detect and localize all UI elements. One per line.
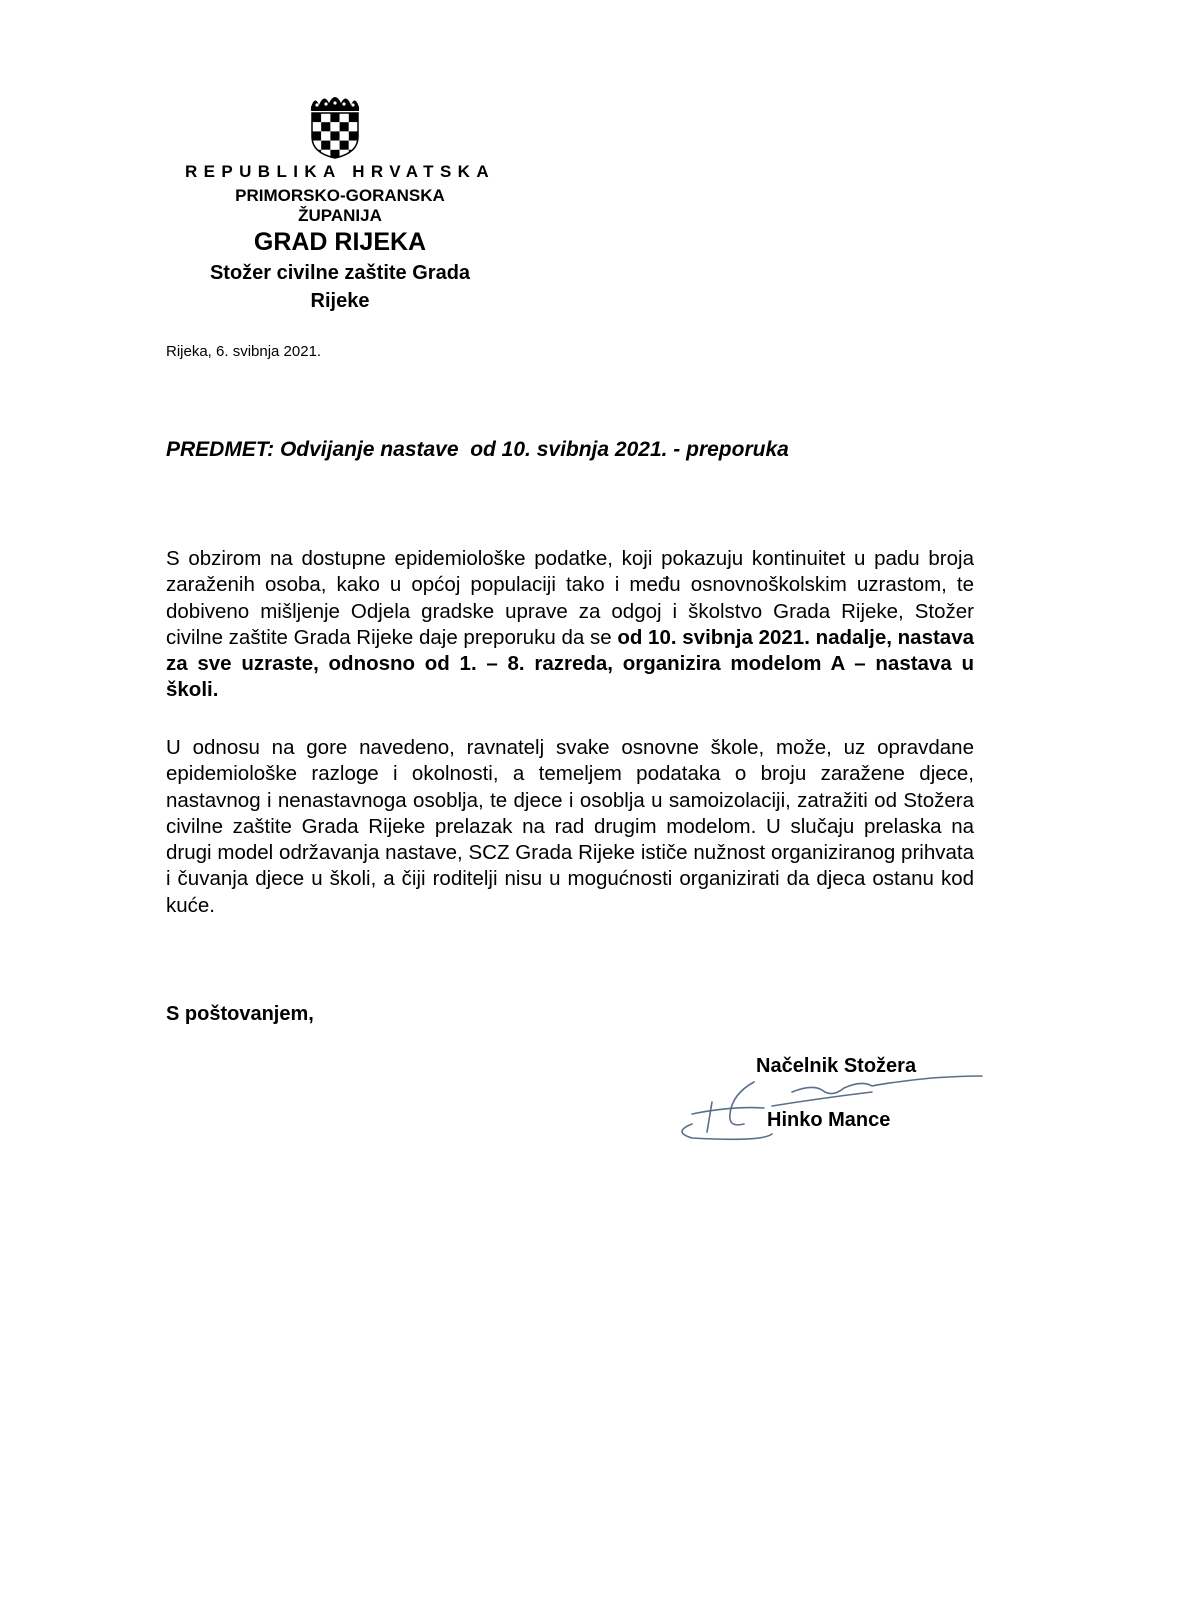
croatian-coat-of-arms-icon bbox=[309, 93, 361, 159]
closing-salutation: S poštovanjem, bbox=[166, 1003, 314, 1025]
letter-date: Rijeka, 6. svibnja 2021. bbox=[166, 343, 322, 360]
country-name: REPUBLIKA HRVATSKA bbox=[184, 162, 496, 181]
paragraph-1-text: S obzirom na dostupne epidemiološke podatke, koji pokazuju kontinuitet u padu broja zaraženih osoba, kako u općoj populaciji tako i među osnovnoškolskim uzrastom, te dobiveno mišljenje Odjela gradske uprave za odgoj i školstvo Grada Rijeke, Stožer civilne zaštite Grada Rijeke daje preporuku da se bbox=[166, 547, 974, 649]
paragraph-1-emphasis: od 10. svibnja 2021. nadalje, nastava za sve uzraste, odnosno od 1. – 8. razreda, organizira modelom A – nastava u školi. bbox=[166, 625, 974, 702]
county-name-line2: ŽUPANIJA bbox=[298, 206, 382, 225]
subject-text: Odvijanje nastave od 10. svibnja 2021. - preporuka bbox=[274, 438, 789, 461]
signatory-name: Hinko Mance bbox=[767, 1109, 891, 1131]
body-paragraph-1 bbox=[166, 546, 974, 704]
subject-line bbox=[166, 438, 789, 462]
issuing-body-line2: Rijeke bbox=[310, 290, 370, 312]
body-paragraph-2: U odnosu na gore navedeno, ravnatelj svake osnovne škole, može, uz opravdane epidemiološke razloge i okolnosti, a temeljem podataka o broju zaražene djece, nastavnog i nenastavnoga osoblja, te djece i osoblja u samoizolaciji, zatražiti od Stožera civilne zaštite Grada Rijeke prelazak na rad drugim modelom. U slučaju prelaska na drugi model održavanja nastave, SCZ Grada Rijeke ističe nužnost organiziranog prihvata i čuvanja djece u školi, a čiji roditelji nisu u mogućnosti organizirati da djeca ostanu kod kuće. bbox=[166, 736, 974, 917]
subject-label: PREDMET: bbox=[166, 438, 275, 461]
issuing-body-line1: Stožer civilne zaštite Grada bbox=[209, 262, 471, 284]
county-name-line1: PRIMORSKO-GORANSKA bbox=[235, 186, 445, 205]
city-name: GRAD RIJEKA bbox=[253, 228, 427, 256]
signatory-title: Načelnik Stožera bbox=[756, 1055, 917, 1077]
